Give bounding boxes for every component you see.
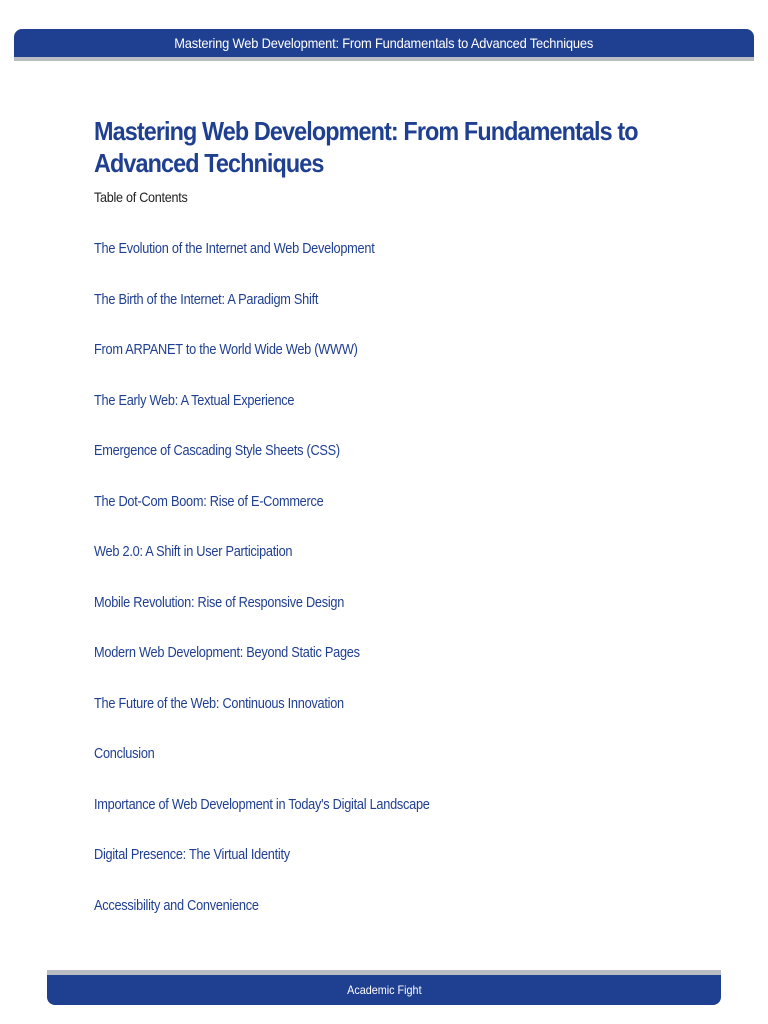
header-title: Mastering Web Development: From Fundamentals to Advanced Techniques (174, 35, 594, 51)
toc-link[interactable]: Accessibility and Convenience (94, 897, 259, 914)
toc-item (94, 240, 694, 291)
header-bar (14, 29, 754, 61)
toc-link[interactable]: Mobile Revolution: Rise of Responsive Design (94, 594, 345, 611)
toc-item (94, 745, 694, 796)
toc-item (94, 594, 694, 645)
toc-link[interactable]: The Evolution of the Internet and Web Development (94, 241, 375, 257)
footer-bar (47, 970, 721, 1005)
toc-link[interactable]: The Dot-Com Boom: Rise of E-Commerce (94, 493, 324, 510)
toc-link[interactable]: Modern Web Development: Beyond Static Pages (94, 645, 360, 661)
toc-item (94, 442, 694, 493)
toc-link[interactable]: Conclusion (94, 746, 155, 762)
footer-label: Academic Fight (346, 983, 422, 997)
toc-item (94, 644, 694, 695)
toc-link[interactable]: Digital Presence: The Virtual Identity (94, 847, 290, 863)
toc-item (94, 493, 694, 544)
toc-heading: Table of Contents (94, 189, 188, 205)
document-title: Mastering Web Development: From Fundamentals to Advanced Techniques (94, 116, 638, 178)
document-content (94, 115, 694, 914)
toc-link[interactable]: From ARPANET to the World Wide Web (WWW) (94, 342, 358, 358)
toc-item (94, 796, 694, 847)
toc-link[interactable]: Web 2.0: A Shift in User Participation (94, 544, 293, 560)
toc-item (94, 846, 694, 897)
toc-item (94, 341, 694, 392)
toc-link[interactable]: Emergence of Cascading Style Sheets (CSS) (94, 443, 340, 459)
toc-item (94, 543, 694, 594)
toc-item (94, 291, 694, 342)
table-of-contents (94, 240, 694, 947)
toc-link[interactable]: The Birth of the Internet: A Paradigm Shift (94, 291, 319, 308)
toc-item (94, 695, 694, 746)
toc-item (94, 392, 694, 443)
toc-item (94, 897, 694, 948)
toc-link[interactable]: The Early Web: A Textual Experience (94, 392, 295, 409)
toc-link[interactable]: The Future of the Web: Continuous Innovation (94, 695, 344, 712)
toc-link[interactable]: Importance of Web Development in Today's Digital Landscape (94, 796, 430, 813)
